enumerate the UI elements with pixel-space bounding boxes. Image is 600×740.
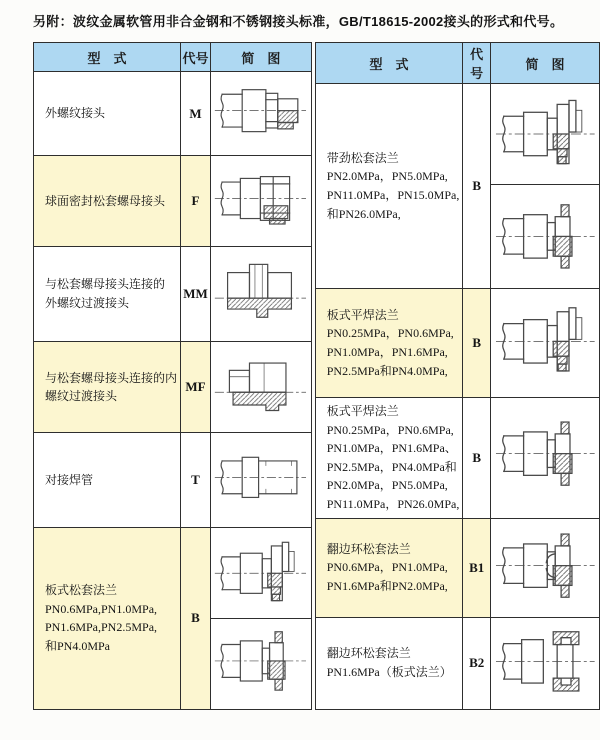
type-cell — [315, 518, 463, 617]
diagram-cell — [210, 156, 311, 246]
table-row — [34, 527, 312, 709]
code-cell: B — [181, 527, 211, 709]
type-line: 和PN4.0MPa — [45, 638, 111, 653]
right-table-body — [315, 84, 599, 710]
table-row — [315, 289, 599, 398]
male-female-nipple-diagram — [211, 342, 311, 427]
type-line: PN0.6MPa，PN1.0MPa, — [326, 560, 448, 575]
clamp-profile-flange-diagram — [491, 618, 599, 706]
type-cell — [315, 84, 463, 289]
code-cell: MF — [181, 341, 211, 432]
type-line: PN0.25MPa，PN0.6MPa, — [326, 422, 454, 437]
code-cell: T — [181, 433, 211, 527]
type-line: PN1.6MPa和PN2.0MPa, — [326, 578, 448, 593]
left-table-body — [34, 72, 312, 710]
diagram-cell — [210, 341, 311, 432]
welded-plate-flange-bolt-both-diagram — [491, 398, 599, 510]
type-line: 翻边环松套法兰 — [326, 646, 411, 661]
diagram-cell — [490, 84, 599, 289]
table-row — [315, 398, 599, 519]
type-line: 带劲松套法兰 — [326, 150, 399, 165]
type-cell — [315, 617, 463, 709]
type-line: 球面密封松套螺母接头 — [45, 193, 166, 208]
type-cell — [34, 246, 181, 341]
table-row — [34, 156, 312, 246]
diagram-cell — [490, 398, 599, 519]
col-header-type: 型 式 — [315, 43, 463, 84]
code-cell: B — [463, 398, 491, 519]
type-line: 外螺纹过渡接头 — [45, 295, 130, 310]
type-cell — [34, 527, 181, 709]
type-line: 与松套螺母接头连接的内 — [45, 370, 178, 385]
type-line: 与松套螺母接头连接的 — [45, 277, 166, 292]
col-header-code: 代号 — [181, 43, 211, 72]
col-header-code: 代号 — [463, 43, 491, 84]
fitting-table-right — [315, 42, 600, 710]
code-cell: B2 — [463, 617, 491, 709]
type-line: PN2.5MPa和PN4.0MPa, — [326, 363, 448, 378]
type-line: 板式平焊法兰 — [326, 404, 399, 418]
table-row — [34, 433, 312, 527]
welded-plate-flange-bolt-up-diagram — [491, 289, 599, 394]
fitting-tables — [33, 42, 600, 710]
header-row — [34, 43, 312, 72]
type-line: 翻边环松套法兰 — [326, 541, 411, 556]
type-line: 螺纹过渡接头 — [45, 389, 118, 404]
code-cell: B — [463, 289, 491, 398]
type-line: 板式松套法兰 — [45, 582, 118, 597]
male-male-nipple-diagram — [211, 247, 311, 336]
butt-weld-pipe-diagram — [211, 433, 311, 521]
type-line: 和PN26.0MPa, — [326, 206, 401, 221]
type-cell — [315, 289, 463, 398]
col-header-diagram: 简 图 — [490, 43, 599, 84]
type-cell — [34, 341, 181, 432]
type-line: 外螺纹接头 — [45, 106, 106, 121]
type-line: PN11.0MPa，PN15.0MPa, — [326, 188, 460, 202]
diagram-cell — [210, 433, 311, 527]
page-title: 另附：波纹金属软管用非合金钢和不锈钢接头标准，GB/T18615-2002接头的形式和代号。 — [33, 14, 564, 29]
diagram-cell — [490, 518, 599, 617]
code-cell: F — [181, 156, 211, 246]
type-line: PN1.6MPa,PN2.5MPa, — [45, 620, 158, 635]
code-cell: M — [181, 72, 211, 156]
type-line: 对接焊管 — [45, 472, 94, 487]
diagram-cell — [210, 72, 311, 156]
diagram-cell — [490, 289, 599, 398]
loose-nut-joint-diagram — [211, 156, 311, 240]
table-row — [315, 617, 599, 709]
table-row — [34, 72, 312, 156]
fitting-table-left — [33, 42, 312, 710]
table-row — [315, 84, 599, 289]
col-header-diagram: 简 图 — [210, 43, 311, 72]
male-thread-joint-diagram — [211, 72, 311, 150]
diagram-cell — [210, 246, 311, 341]
type-line: PN1.6MPa（板式法兰） — [326, 665, 452, 680]
type-line: PN0.6MPa,PN1.0MPa, — [45, 601, 158, 616]
type-line: PN2.0MPa，PN5.0MPa, — [326, 478, 448, 493]
type-line: PN1.0MPa，PN1.6MPa, — [326, 345, 448, 359]
type-line: PN2.0MPa，PN5.0MPa, — [326, 169, 448, 184]
table-row — [315, 518, 599, 617]
type-cell — [34, 72, 181, 156]
type-line: 板式平焊法兰 — [326, 307, 399, 322]
code-cell: B — [463, 84, 491, 289]
type-line: PN1.0MPa，PN1.6MPa、 — [326, 441, 457, 456]
type-cell — [315, 398, 463, 519]
type-line: PN11.0MPa，PN26.0MPa, — [326, 496, 460, 511]
diagram-cell — [490, 617, 599, 709]
col-header-type: 型 式 — [34, 43, 181, 72]
code-cell: MM — [181, 246, 211, 341]
type-line: PN2.5MPa，PN4.0MPa和 — [326, 459, 457, 474]
type-cell — [34, 156, 181, 246]
diagram-cell — [210, 527, 311, 709]
table-row — [34, 341, 312, 432]
neck-flange-bolt-both-diagram — [491, 184, 599, 288]
plate-flange-bolt-up-diagram — [211, 528, 311, 618]
plate-flange-bolt-both-diagram — [211, 618, 311, 704]
header-row — [315, 43, 599, 84]
table-row — [34, 246, 312, 341]
type-line: PN0.25MPa，PN0.6MPa, — [326, 326, 454, 341]
type-cell — [34, 433, 181, 527]
code-cell: B1 — [463, 518, 491, 617]
flanged-ring-loose-flange-diagram — [491, 519, 599, 614]
neck-flange-bolt-up-diagram — [491, 84, 599, 184]
